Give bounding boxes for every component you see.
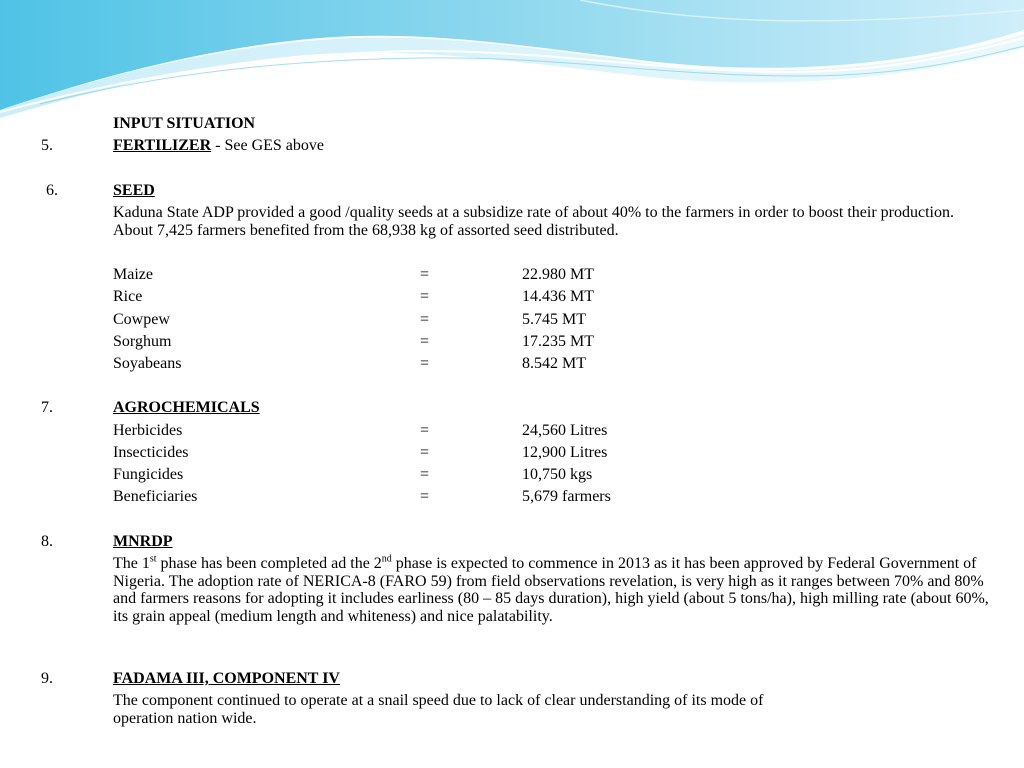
mnrdp-text-rest: phase is expected to commence in 2013 as it has been approved by Federal Government of Nigeria. The adoption rate of NERICA-8 (FARO 59) from field observations revelation, is very high as it ranges between 70% and 80% and farmers reasons for adopting it includes earliness (80 – 85 days duration), high yield (about 5 tons/ha), high milling rate (about 60%, its grain appeal (medium length and whiteness) and nice palatability. [113,555,989,625]
row-value: 14.436 MT [522,288,594,305]
row-label: Beneficiaries [113,488,198,505]
ordinal-suffix-st: st [149,553,157,565]
mnrdp-text-mid: phase has been completed ad the 2 [156,555,382,572]
row-label: Sorghum [113,333,172,350]
row-equals: = [420,333,430,350]
row-value: 12,900 Litres [522,444,608,461]
seed-paragraph: Kaduna State ADP provided a good /quality seeds at a subsidize rate of about 40% to the farmers in order to boost their production. About 7,425 farmers benefited from the 68,938 kg of assorted seed distributed. [113,204,954,239]
fadama-line-2: operation nation wide. [113,710,257,727]
row-label: Fungicides [113,466,184,483]
row-value: 10,750 kgs [522,466,593,483]
row-equals: = [420,466,430,483]
row-equals: = [420,488,430,505]
section-title: INPUT SITUATION [113,115,256,132]
fadama-line-1: The component continued to operate at a snail speed due to lack of clear understanding of its mode of [113,692,764,709]
mnrdp-text-start: The 1 [113,555,150,572]
item-number-8: 8. [41,533,53,550]
item-number-6: 6. [46,182,58,199]
row-value: 17.235 MT [522,333,594,350]
row-value: 5,679 farmers [522,488,611,505]
row-label: Rice [113,288,143,305]
row-label: Maize [113,266,153,283]
mnrdp-paragraph [113,555,993,625]
row-value: 24,560 Litres [522,422,608,439]
row-equals: = [420,311,430,328]
row-value: 8.542 MT [522,355,586,372]
agrochemicals-heading: AGROCHEMICALS [113,399,260,416]
ordinal-suffix-nd: nd [381,553,392,565]
row-equals: = [420,444,430,461]
fertilizer-note: - See GES above [211,137,324,154]
row-label: Insecticides [113,444,189,461]
row-label: Soyabeans [113,355,182,372]
fertilizer-heading: FERTILIZER [113,137,212,154]
seed-heading: SEED [113,182,155,199]
fertilizer-line [113,137,324,155]
row-value: 5.745 MT [522,311,586,328]
item-number-7: 7. [41,399,53,416]
row-equals: = [420,266,430,283]
row-equals: = [420,355,430,372]
item-number-9: 9. [41,670,53,687]
row-label: Herbicides [113,422,183,439]
fadama-heading: FADAMA III, COMPONENT IV [113,670,340,687]
mnrdp-heading: MNRDP [113,533,173,550]
row-equals: = [420,422,430,439]
row-equals: = [420,288,430,305]
item-number-5: 5. [41,137,53,154]
row-label: Cowpew [113,311,170,328]
row-value: 22.980 MT [522,266,594,283]
